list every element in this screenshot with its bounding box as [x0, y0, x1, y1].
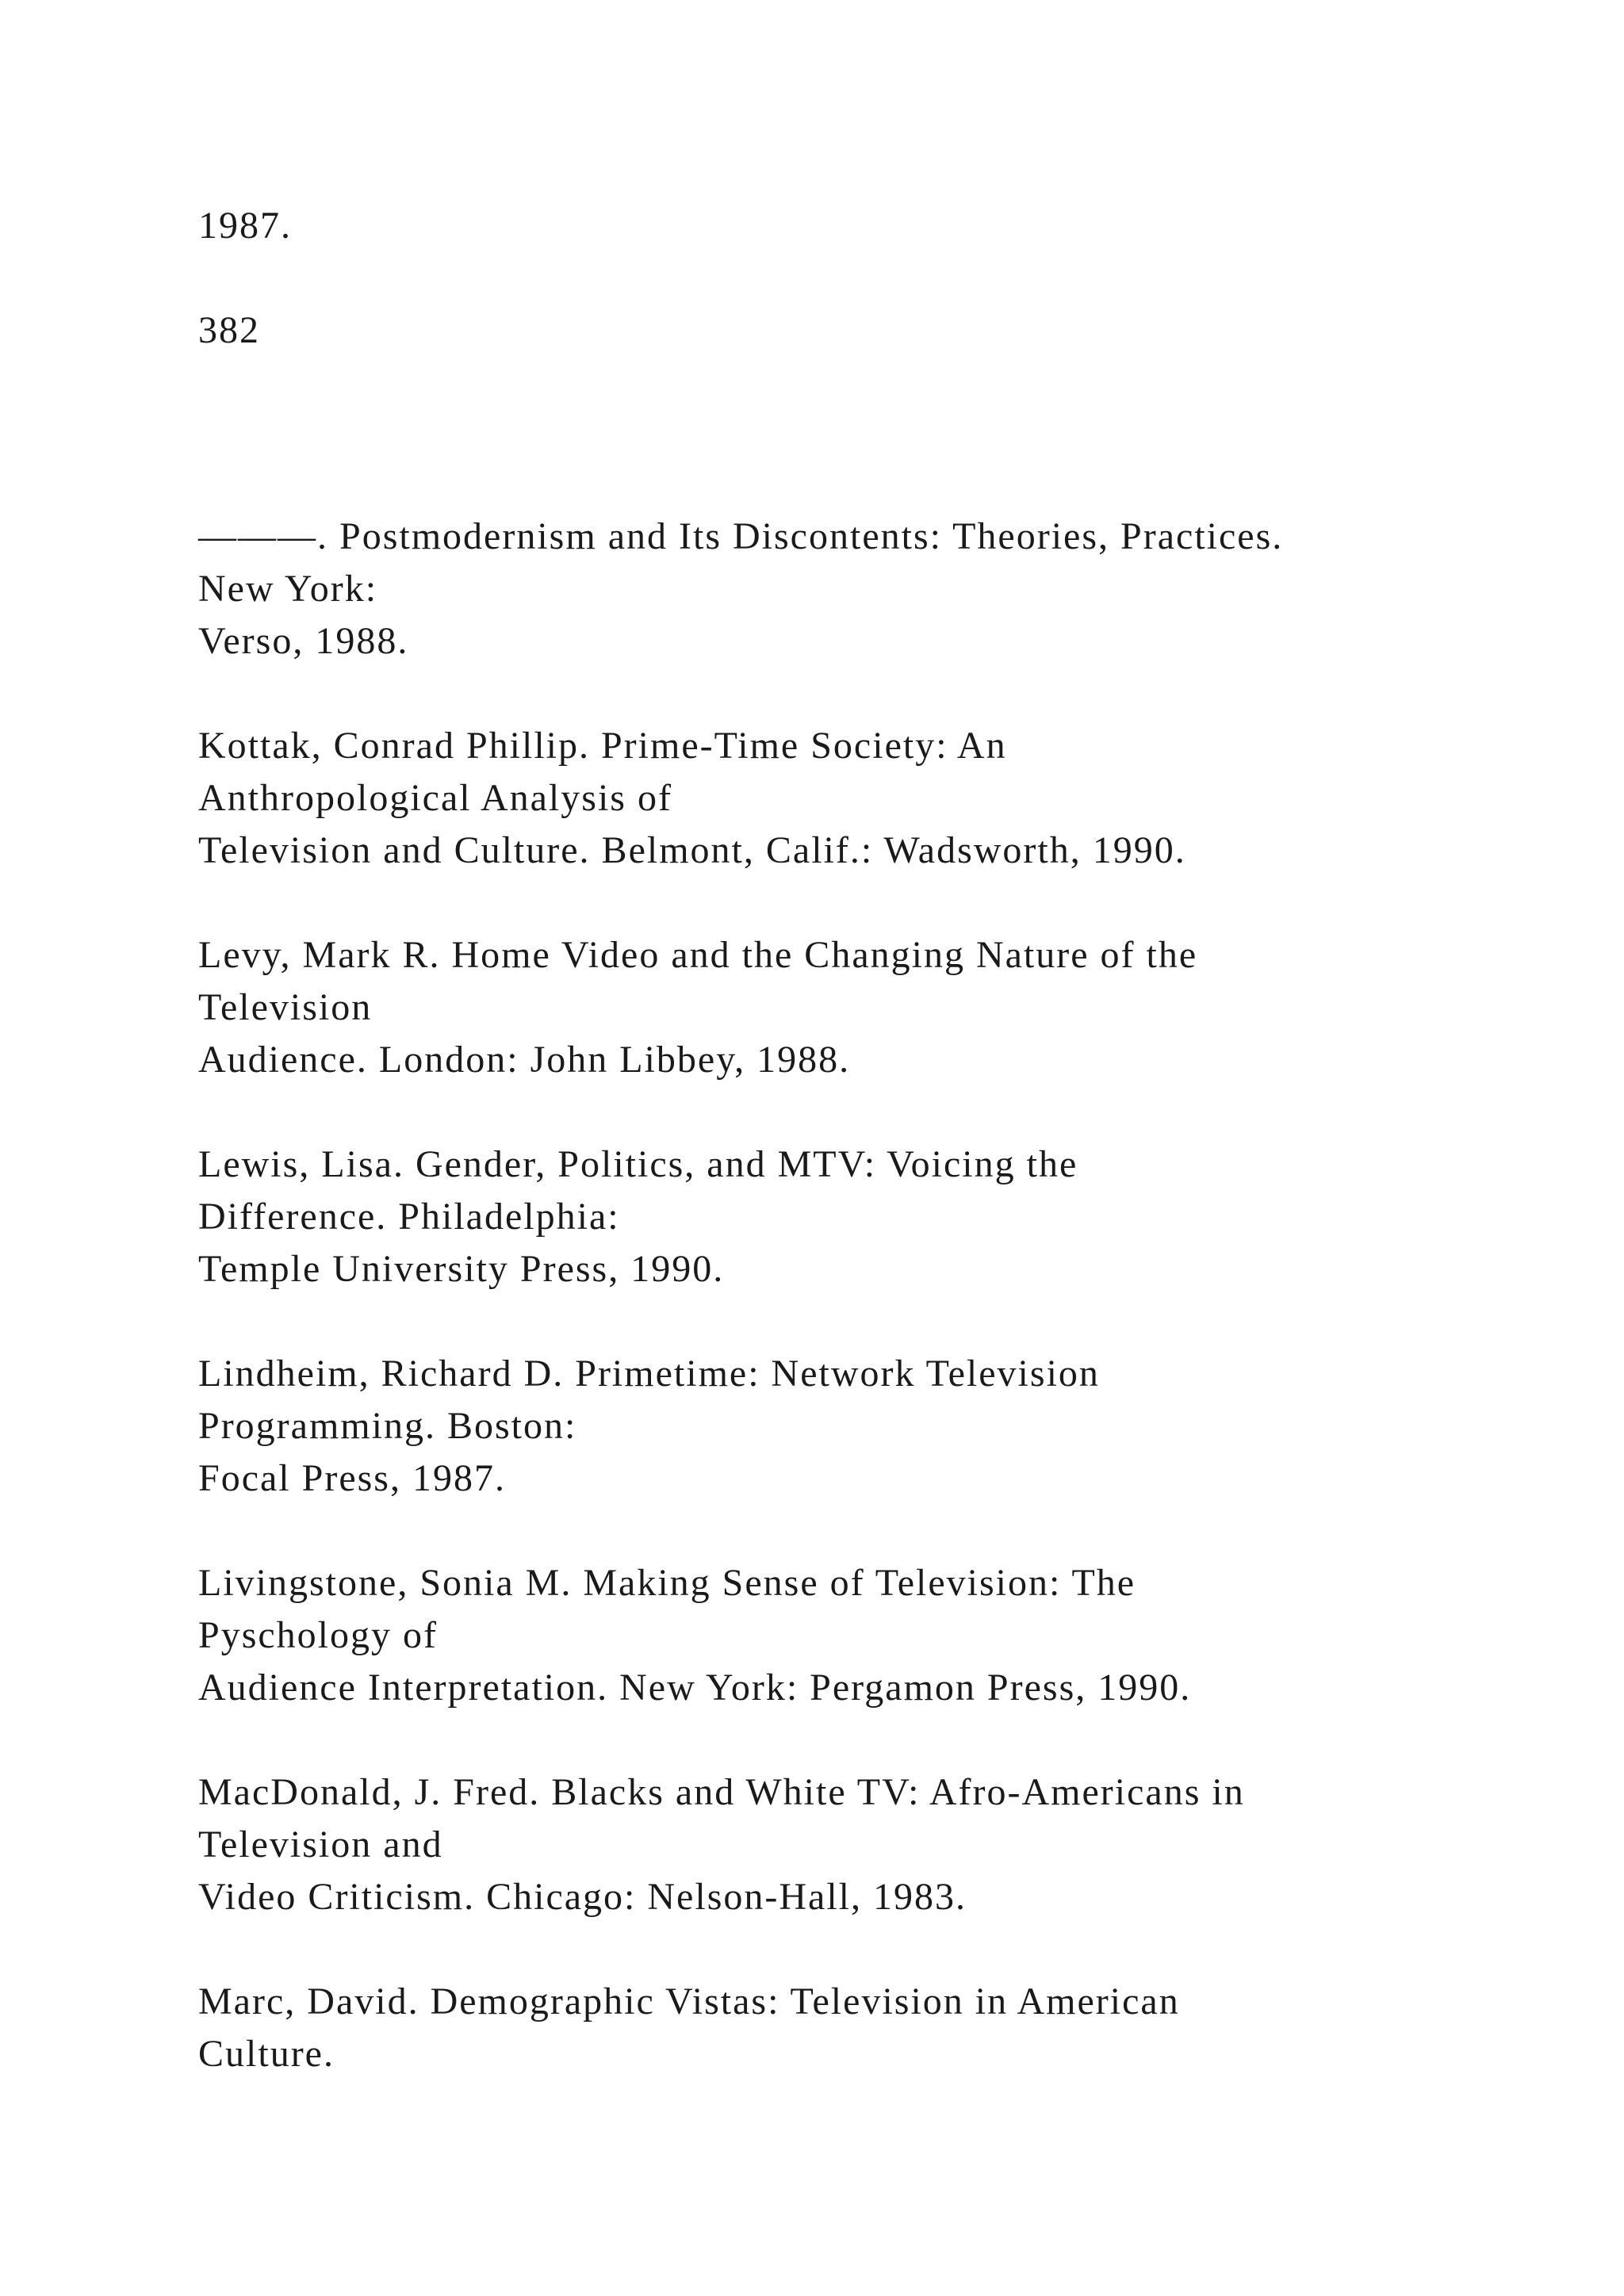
text-line: 1987.: [198, 205, 292, 247]
text-line: Programming. Boston:: [198, 1405, 577, 1447]
text-line: Focal Press, 1987.: [198, 1457, 506, 1499]
text-line: Levy, Mark R. Home Video and the Changing Nature of the: [198, 934, 1198, 976]
text-line: 382: [198, 309, 260, 351]
text-line: Lindheim, Richard D. Primetime: Network Television: [198, 1353, 1100, 1395]
text-line: New York:: [198, 568, 378, 610]
text-line: Difference. Philadelphia:: [198, 1196, 620, 1238]
text-line: ———. Postmodernism and Its Discontents: Theories, Practices.: [198, 515, 1284, 557]
text-line: Pyschology of: [198, 1614, 438, 1656]
text-line: MacDonald, J. Fred. Blacks and White TV: Afro-Americans in: [198, 1771, 1245, 1813]
bibliography-entry-livingstone: [198, 1557, 1191, 1714]
text-line: Temple University Press, 1990.: [198, 1248, 725, 1290]
text-line: Marc, David. Demographic Vistas: Television in American: [198, 1980, 1180, 2022]
text-line: Television and Culture. Belmont, Calif.: Wadsworth, 1990.: [198, 829, 1186, 871]
page-fragment-year: [198, 200, 292, 252]
text-line: Audience Interpretation. New York: Pergamon Press, 1990.: [198, 1667, 1192, 1709]
text-line: Lewis, Lisa. Gender, Politics, and MTV: Voicing the: [198, 1143, 1078, 1185]
bibliography-entry-lindheim: [198, 1348, 1100, 1505]
page-number: [198, 304, 260, 357]
bibliography-entry-macdonald: [198, 1766, 1245, 1923]
bibliography-entry-marc: [198, 1976, 1180, 2080]
bibliography-entry-postmodernism: [198, 511, 1283, 668]
text-line: Kottak, Conrad Phillip. Prime-Time Society: An: [198, 725, 1007, 767]
text-line: Culture.: [198, 2033, 335, 2075]
bibliography-entry-kottak: [198, 720, 1186, 877]
text-line: Video Criticism. Chicago: Nelson-Hall, 1983.: [198, 1876, 967, 1918]
text-line: Audience. London: John Libbey, 1988.: [198, 1039, 851, 1081]
text-line: Anthropological Analysis of: [198, 777, 672, 819]
bibliography-entry-levy: [198, 929, 1197, 1086]
text-line: Television and: [198, 1823, 443, 1866]
text-line: Verso, 1988.: [198, 620, 409, 662]
bibliography-entry-lewis: [198, 1138, 1078, 1295]
text-line: Television: [198, 986, 373, 1028]
text-line: Livingstone, Sonia M. Making Sense of Television: The: [198, 1562, 1136, 1604]
